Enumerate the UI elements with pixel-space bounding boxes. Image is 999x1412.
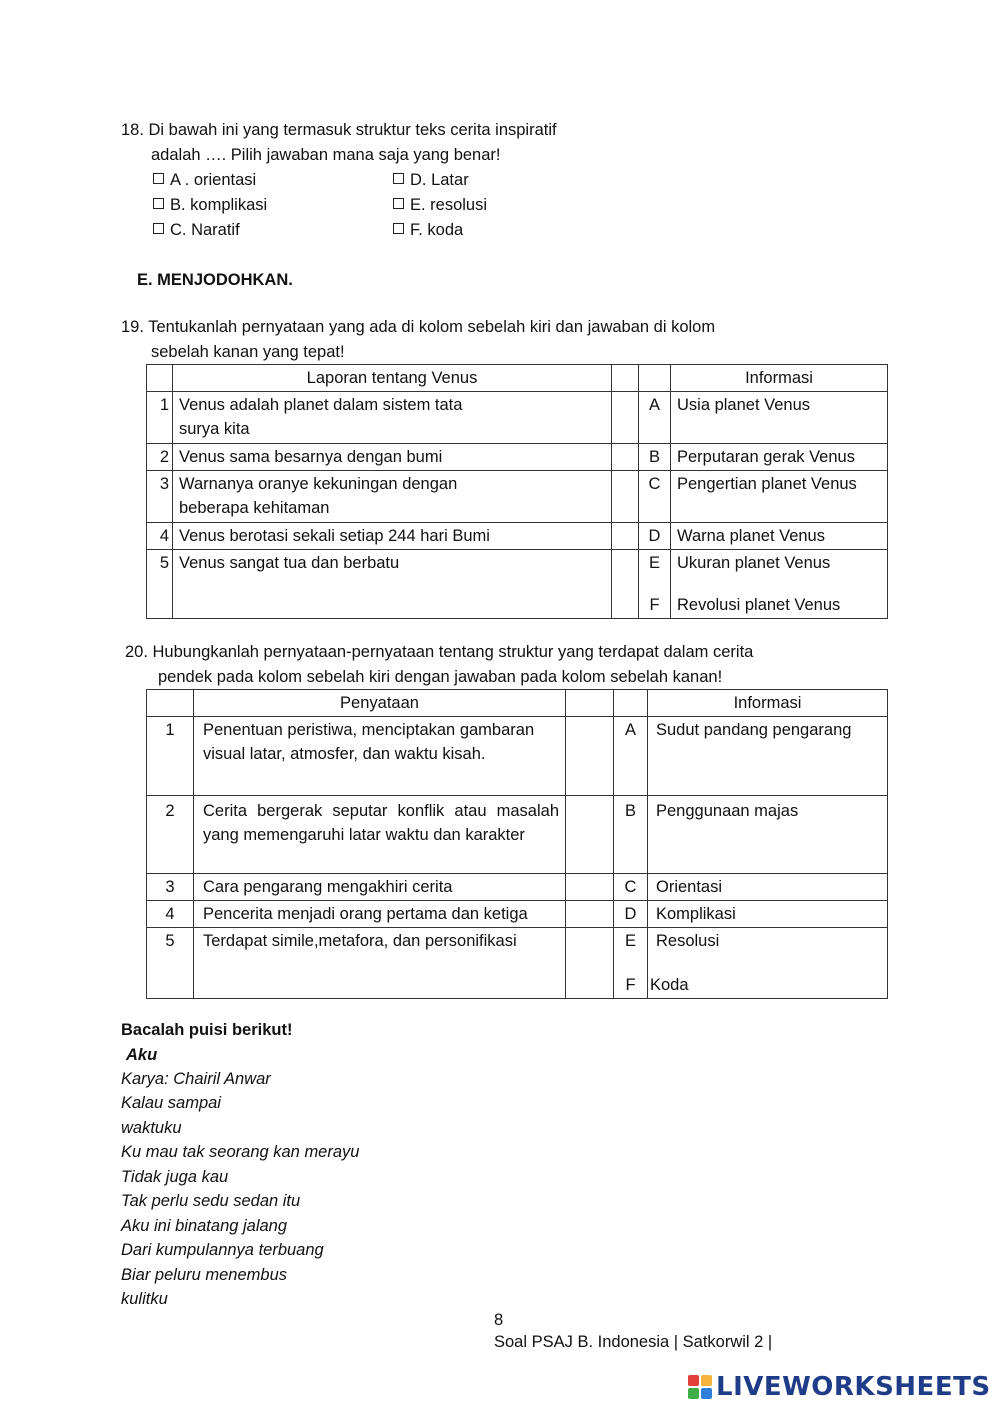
option-info: Revolusi planet Venus	[677, 596, 841, 614]
answer-cell[interactable]	[612, 523, 639, 550]
option-info: Warna planet Venus	[671, 523, 888, 550]
option-info-pair	[671, 550, 888, 619]
q18-option-a[interactable]	[153, 168, 256, 192]
q18-option-b[interactable]	[153, 193, 267, 217]
poem-title: Aku	[126, 1046, 158, 1064]
header-blank	[147, 365, 173, 392]
option-letter: A	[639, 392, 671, 444]
option-info: Pengertian planet Venus	[671, 471, 888, 523]
poem-line: Dari kumpulannya terbuang	[121, 1241, 324, 1259]
statement: Cara pengarang mengakhiri cerita	[194, 874, 566, 901]
statement: Pencerita menjadi orang pertama dan ketiga	[194, 901, 566, 928]
option-letter: F	[649, 596, 660, 614]
row-number: 4	[147, 523, 173, 550]
answer-cell[interactable]	[612, 471, 639, 523]
answer-cell[interactable]	[612, 444, 639, 471]
option-letter: B	[639, 444, 671, 471]
option-label: C. Naratif	[170, 221, 240, 239]
option-label: B. komplikasi	[170, 196, 268, 214]
header-blank	[614, 690, 648, 717]
header-blank	[639, 365, 671, 392]
option-info: Penggunaan majas	[648, 796, 888, 874]
answer-cell[interactable]	[566, 928, 614, 999]
option-letter: D	[614, 901, 648, 928]
footer-text: Soal PSAJ B. Indonesia | Satkorwil 2 |	[494, 1333, 773, 1351]
option-info: Koda	[650, 976, 689, 994]
answer-cell[interactable]	[566, 690, 614, 717]
row-number: 5	[147, 928, 194, 999]
poem-instruction: Bacalah puisi berikut!	[121, 1021, 293, 1039]
header-blank	[147, 690, 194, 717]
row-number: 5	[147, 550, 173, 619]
option-label: D. Latar	[410, 171, 469, 189]
q18-line1: 18. Di bawah ini yang termasuk struktur teks cerita inspiratif	[121, 121, 557, 139]
q18-option-f[interactable]	[393, 218, 463, 242]
checkbox-icon[interactable]	[393, 198, 404, 209]
poem-line: Tak perlu sedu sedan itu	[121, 1192, 301, 1210]
option-letter: C	[614, 874, 648, 901]
checkbox-icon[interactable]	[393, 223, 404, 234]
option-info: Orientasi	[648, 874, 888, 901]
row-number: 2	[147, 796, 194, 874]
logo-grid-icon	[688, 1375, 712, 1399]
poem-line: waktuku	[121, 1119, 182, 1137]
q19-line2: sebelah kanan yang tepat!	[151, 343, 345, 361]
header-left: Laporan tentang Venus	[173, 365, 612, 392]
option-info: Ukuran planet Venus	[677, 554, 831, 572]
answer-cell[interactable]	[566, 796, 614, 874]
option-letter: A	[614, 717, 648, 796]
q20-line2: pendek pada kolom sebelah kiri dengan jawaban pada kolom sebelah kanan!	[158, 668, 723, 686]
header-right: Informasi	[671, 365, 888, 392]
q20-table	[146, 689, 888, 999]
header-right: Informasi	[648, 690, 888, 717]
option-label: E. resolusi	[410, 196, 488, 214]
checkbox-icon[interactable]	[393, 173, 404, 184]
option-info-pair	[648, 928, 888, 999]
poem-line: Ku mau tak seorang kan merayu	[121, 1143, 360, 1161]
header-left: Penyataan	[194, 690, 566, 717]
poem-line: Aku ini binatang jalang	[121, 1217, 288, 1235]
option-info: Resolusi	[656, 932, 720, 950]
row-number: 1	[147, 717, 194, 796]
row-number: 2	[147, 444, 173, 471]
option-info: Komplikasi	[648, 901, 888, 928]
logo-text: LIVEWORKSHEETS	[716, 1372, 991, 1402]
option-info: Usia planet Venus	[671, 392, 888, 444]
answer-cell[interactable]	[612, 392, 639, 444]
option-label: A . orientasi	[170, 171, 257, 189]
answer-cell[interactable]	[566, 874, 614, 901]
statement: Venus berotasi sekali setiap 244 hari Bumi	[173, 523, 612, 550]
answer-cell[interactable]	[612, 550, 639, 619]
row-number: 1	[147, 392, 173, 444]
q19-table	[146, 364, 888, 619]
liveworksheets-logo[interactable]	[688, 1372, 991, 1402]
poem-line: Kalau sampai	[121, 1094, 221, 1112]
checkbox-icon[interactable]	[153, 173, 164, 184]
option-info: Perputaran gerak Venus	[671, 444, 888, 471]
q18-option-e[interactable]	[393, 193, 487, 217]
section-heading: E. MENJODOHKAN.	[137, 271, 293, 289]
statement: Warnanya oranye kekuningan dengan beberapa kehitaman	[173, 471, 612, 523]
row-number: 3	[147, 874, 194, 901]
option-letter: E	[648, 554, 660, 572]
option-letter-pair	[639, 550, 671, 619]
checkbox-icon[interactable]	[153, 198, 164, 209]
option-letter: F	[625, 976, 636, 994]
row-number: 4	[147, 901, 194, 928]
poem-line: Tidak juga kau	[121, 1168, 229, 1186]
answer-cell[interactable]	[566, 717, 614, 796]
statement: Terdapat simile,metafora, dan personifikasi	[194, 928, 566, 999]
option-letter: B	[614, 796, 648, 874]
statement: Venus sangat tua dan berbatu	[173, 550, 612, 619]
q20-line1: 20. Hubungkanlah pernyataan-pernyataan tentang struktur yang terdapat dalam cerita	[125, 643, 754, 661]
statement: Cerita bergerak seputar konflik atau masalah yang memengaruhi latar waktu dan karakter	[194, 796, 566, 874]
page-number: 8	[494, 1311, 504, 1329]
q18-option-d[interactable]	[393, 168, 469, 192]
option-letter-pair	[614, 928, 648, 999]
statement: Venus sama besarnya dengan bumi	[173, 444, 612, 471]
option-label: F. koda	[410, 221, 464, 239]
row-number: 3	[147, 471, 173, 523]
answer-cell[interactable]	[566, 901, 614, 928]
poem-author: Karya: Chairil Anwar	[121, 1070, 271, 1088]
q19-line1: 19. Tentukanlah pernyataan yang ada di kolom sebelah kiri dan jawaban di kolom	[121, 318, 716, 336]
statement: Penentuan peristiwa, menciptakan gambaran visual latar, atmosfer, dan waktu kisah.	[194, 717, 566, 796]
option-info: Sudut pandang pengarang	[648, 717, 888, 796]
option-letter: D	[639, 523, 671, 550]
answer-cell[interactable]	[612, 365, 639, 392]
q18-option-c[interactable]	[153, 218, 240, 242]
statement: Venus adalah planet dalam sistem tata surya kita	[173, 392, 612, 444]
q18-line2: adalah …. Pilih jawaban mana saja yang benar!	[151, 146, 501, 164]
option-letter: C	[639, 471, 671, 523]
checkbox-icon[interactable]	[153, 223, 164, 234]
poem-line: Biar peluru menembus	[121, 1266, 287, 1284]
poem-line: kulitku	[121, 1290, 168, 1308]
option-letter: E	[624, 932, 636, 950]
